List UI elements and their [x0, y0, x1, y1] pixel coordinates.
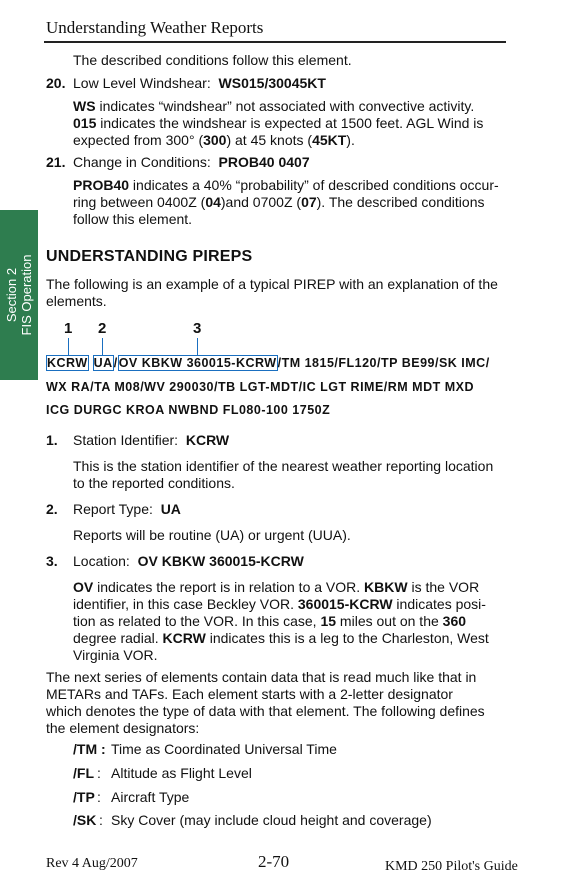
item-21-code: PROB40 0407	[218, 154, 310, 170]
pirep-item-2-description: Reports will be routine (UA) or urgent (UUA).	[73, 527, 351, 543]
designator-code: /TP	[73, 789, 95, 805]
item-20-code: WS015/30045KT	[218, 75, 326, 91]
item-20-heading	[73, 75, 326, 91]
pirep-item-3-description: OV indicates the report is in relation to a VOR. KBKW is the VOR identifier, in this case Beckley VOR. 360015-KCRW indicates posi- tion as related to the VOR. In this case, 15 miles out on the 360 degree radial. KCRW indicates this is a leg to the Charleston, West Virginia VOR.	[73, 579, 489, 663]
section-side-tab	[0, 210, 38, 380]
continued-text: The described conditions follow this element.	[73, 52, 352, 68]
pirep-example-line-1: KCRW UA/OV KBKW 360015-KCRW/TM 1815/FL120/TP BE99/SK IMC/	[47, 356, 490, 370]
pireps-intro: The following is an example of a typical PIREP with an explanation of the elements.	[46, 276, 498, 309]
callout-3-leader	[197, 338, 198, 356]
designator-code: /FL	[73, 765, 94, 781]
designator-text: Sky Cover (may include cloud height and coverage)	[111, 812, 432, 828]
footer-revision: Rev 4 Aug/2007	[46, 856, 138, 871]
designator-code: /TM	[73, 741, 98, 757]
pirep-segment-type: UA	[93, 356, 113, 370]
page-number: 2-70	[258, 852, 290, 871]
callout-2-leader	[102, 338, 103, 356]
pirep-item-1-description: This is the station identifier of the nearest weather reporting location to the reported conditions.	[73, 458, 494, 491]
header-divider	[44, 41, 506, 43]
pirep-item-3-number: 3.	[46, 553, 58, 569]
item-21-heading	[73, 154, 310, 170]
section-heading-pireps: UNDERSTANDING PIREPS	[46, 248, 253, 265]
item-20-number: 20.	[46, 75, 66, 91]
pirep-segment-location: OV KBKW 360015-KCRW	[118, 356, 277, 370]
pirep-item-2-heading: Report Type: UA	[73, 501, 181, 517]
callout-1-leader	[68, 338, 69, 356]
item-21-description: PROB40 indicates a 40% “probability” of described conditions occur- ring between 0400Z (04)and 0700Z (07). The described conditions follow this element.	[73, 177, 499, 227]
callout-2: 2	[98, 320, 107, 337]
side-tab-label	[4, 255, 34, 336]
item-20-label: Low Level Windshear:	[73, 75, 211, 91]
pirep-item-3-heading: Location: OV KBKW 360015-KCRW	[73, 553, 304, 569]
side-tab-title: FIS Operation	[19, 254, 34, 336]
pirep-item-2-number: 2.	[46, 501, 58, 517]
footer-guide-title: KMD 250 Pilot's Guide	[385, 859, 518, 874]
pirep-segment-station: KCRW	[47, 356, 88, 370]
pirep-item-1-number: 1.	[46, 432, 58, 448]
callout-3: 3	[193, 320, 202, 337]
pirep-item-1-heading: Station Identifier: KCRW	[73, 432, 230, 448]
designator-code: /SK	[73, 812, 97, 828]
designator-intro-paragraph: The next series of elements contain data that is read much like that in METARs and TAFs. Each element starts with a 2-letter designator which denotes the type of data with that element. The following defines the element designators:	[46, 669, 485, 736]
pirep-example-line-3: ICG DURGC KROA NWBND FL080-100 1750Z	[46, 403, 331, 417]
item-21-number: 21.	[46, 154, 66, 170]
side-tab-section: Section 2	[4, 267, 19, 323]
callout-1: 1	[64, 320, 73, 337]
running-header: Understanding Weather Reports	[46, 18, 264, 37]
designator-text: Altitude as Flight Level	[111, 765, 252, 781]
pirep-example-line-2: WX RA/TA M08/WV 290030/TB LGT-MDT/IC LGT RIME/RM MDT MXD	[46, 380, 475, 394]
designator-text: Time as Coordinated Universal Time	[111, 741, 337, 757]
item-20-description: WS indicates “windshear” not associated with convective activity. 015 indicates the windshear is expected at 1500 feet. AGL Wind is expected from 300° (300) at 45 knots (45KT).	[73, 98, 484, 148]
item-21-label: Change in Conditions:	[73, 154, 211, 170]
pirep-segment-rest: /TM 1815/FL120/TP BE99/SK IMC/	[277, 356, 490, 370]
designator-text: Aircraft Type	[111, 789, 190, 805]
